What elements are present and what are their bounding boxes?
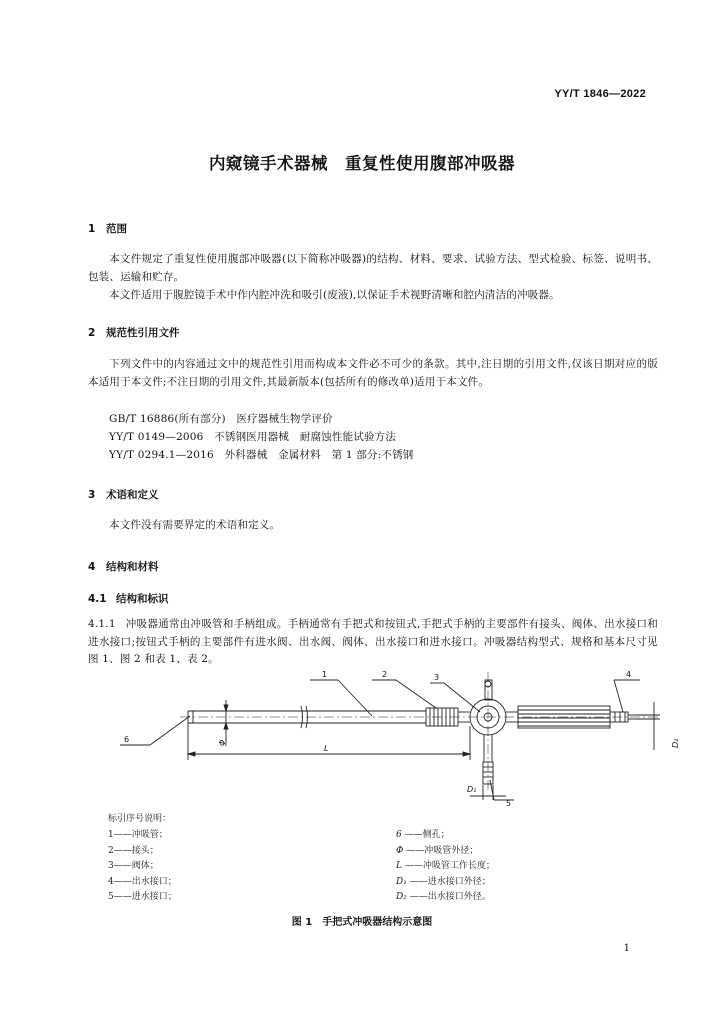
legend-item: Φ ——冲吸管外径； bbox=[396, 845, 479, 856]
legend-item: 6 ——侧孔； bbox=[396, 830, 450, 840]
section-2-paragraph-1: 下列文件中的内容通过文中的规范性引用而构成本文件必不可少的条款。其中,注日期的引用文件,仅该日期对应的版本适用于本文件;不注日期的引用文件,其最新版本(包括所有的修改单)适用于本文件。 bbox=[88, 358, 658, 388]
standard-number: YY/T 1846—2022 bbox=[554, 88, 646, 100]
dim-label-d1: D₁ bbox=[467, 785, 477, 794]
dim-label-l: L bbox=[324, 744, 329, 753]
reference-item: YY/T 0294.1—2016 外科器械 金属材料 第 1 部分:不锈钢 bbox=[109, 449, 414, 461]
callout-2: 2 bbox=[382, 670, 388, 679]
figure-caption: 图 1 手把式冲吸器结构示意图 bbox=[291, 917, 433, 928]
section-1-paragraph-2: 本文件适用于腹腔镜手术中作内腔冲洗和吸引(废液),以保证手术视野清晰和腔内清洁的冲吸器。 bbox=[109, 289, 560, 301]
legend-item: 2——接头； bbox=[108, 845, 159, 856]
section-1-paragraph-1: 本文件规定了重复性使用腹部冲吸器(以下简称冲吸器)的结构、材料、要求、试验方法、型式检验、标签、说明书、包装、运输和贮存。 bbox=[88, 253, 658, 283]
section-heading-3: 3 术语和定义 bbox=[88, 489, 159, 501]
document-title: 内窥镜手术器械 重复性使用腹部冲吸器 bbox=[209, 154, 515, 173]
callout-6: 6 bbox=[124, 735, 130, 744]
figure-legend-title: 标引序号说明： bbox=[108, 814, 172, 824]
callout-5: 5 bbox=[506, 799, 512, 808]
figure-legend-right bbox=[396, 828, 495, 906]
legend-item: D₁ ——进水接口外径； bbox=[396, 876, 491, 887]
figure-legend-left bbox=[108, 828, 177, 906]
figure-1-drawing bbox=[0, 660, 724, 820]
reference-item: GB/T 16886(所有部分) 医疗器械生物学评价 bbox=[109, 413, 333, 425]
callout-3: 3 bbox=[434, 673, 440, 682]
section-3-paragraph-1: 本文件没有需要界定的术语和定义。 bbox=[109, 519, 281, 531]
legend-item: 5——进水接口； bbox=[108, 892, 177, 902]
legend-item: 4——出水接口； bbox=[108, 876, 177, 887]
subsection-heading-4-1: 4.1 结构和标识 bbox=[88, 593, 169, 605]
legend-item: 1——冲吸管； bbox=[108, 830, 168, 840]
page-number: 1 bbox=[623, 943, 630, 954]
callout-4: 4 bbox=[626, 670, 632, 679]
section-heading-1: 1 范围 bbox=[88, 223, 127, 235]
clause-number: 4.1.1 bbox=[88, 618, 116, 630]
dim-label-phi: Φ bbox=[218, 739, 227, 746]
clause-4-1-1: 4.1.1 冲吸器通常由冲吸管和手柄组成。手柄通常有手把式和按钮式,手把式手柄的主要部件有接头、阀体、出水接口和进水接口;按钮式手柄的主要部件有进水阀、出水阀、阀体、出水接口和进水接口。冲吸器结构型式、规格和基本尺寸见图 1、图 2 和表 1、表 2。 bbox=[88, 618, 658, 665]
section-heading-2: 2 规范性引用文件 bbox=[88, 327, 180, 339]
legend-item: 3——阀体； bbox=[108, 861, 159, 871]
legend-item: D₂ ——出水接口外径。 bbox=[396, 892, 491, 902]
dim-label-d2: D₂ bbox=[671, 738, 680, 748]
legend-item: L ——冲吸管工作长度； bbox=[396, 861, 495, 871]
reference-item: YY/T 0149—2006 不锈钢医用器械 耐腐蚀性能试验方法 bbox=[109, 431, 397, 443]
section-heading-4: 4 结构和材料 bbox=[88, 561, 159, 573]
callout-1: 1 bbox=[322, 670, 328, 679]
